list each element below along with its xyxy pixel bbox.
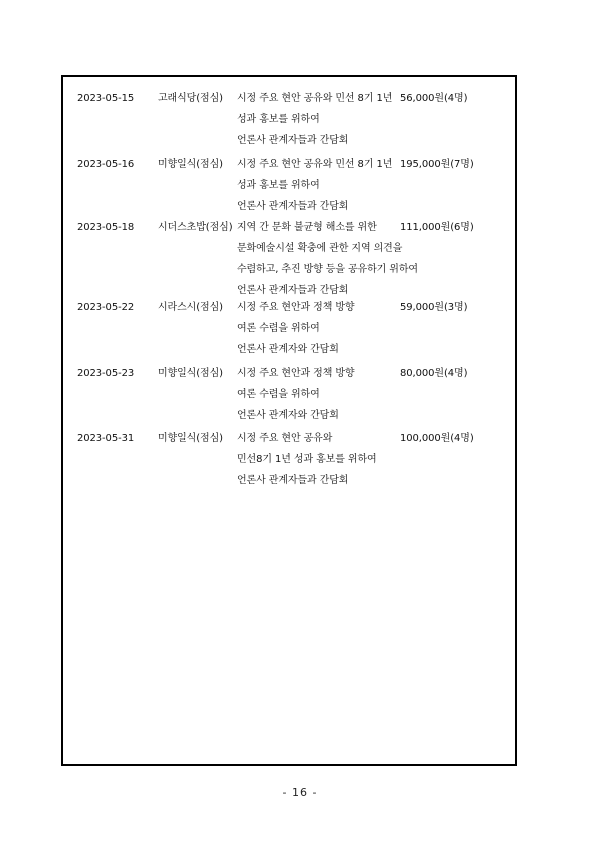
place-cell: 시라스시(점심) [158, 302, 223, 313]
purpose-line: 수렴하고, 추진 방향 등을 공유하기 위하여 [237, 264, 418, 275]
page-number: - 16 - [282, 786, 318, 799]
purpose-line: 시정 주요 현안과 정책 방향 [237, 368, 355, 379]
date-cell: 2023-05-31 [77, 433, 135, 444]
place-cell: 고래식당(점심) [158, 93, 223, 104]
date-cell: 2023-05-15 [77, 93, 135, 104]
date-cell: 2023-05-22 [77, 302, 135, 313]
expense-table-frame [61, 75, 517, 766]
purpose-line: 언론사 관계자와 간담회 [237, 410, 339, 421]
purpose-line: 시정 주요 현안과 정책 방향 [237, 302, 355, 313]
purpose-line: 민선8기 1년 성과 홍보를 위하여 [237, 454, 377, 465]
purpose-line: 언론사 관계자와 간담회 [237, 344, 339, 355]
purpose-line: 문화예술시설 확충에 관한 지역 의견을 [237, 243, 403, 254]
place-cell: 미향일식(점심) [158, 433, 223, 444]
purpose-line: 언론사 관계자들과 간담회 [237, 475, 349, 486]
purpose-line: 성과 홍보를 위하여 [237, 114, 320, 125]
amount-cell: 59,000원(3명) [400, 302, 468, 313]
purpose-line: 성과 홍보를 위하여 [237, 180, 320, 191]
date-cell: 2023-05-23 [77, 368, 135, 379]
amount-cell: 111,000원(6명) [400, 222, 474, 233]
amount-cell: 56,000원(4명) [400, 93, 468, 104]
purpose-line: 언론사 관계자들과 간담회 [237, 135, 349, 146]
place-cell: 시더스초밥(점심) [158, 222, 233, 233]
purpose-line: 시정 주요 현안 공유와 [237, 433, 333, 444]
purpose-line: 지역 간 문화 불균형 해소를 위한 [237, 222, 377, 233]
purpose-line: 언론사 관계자들과 간담회 [237, 285, 349, 296]
amount-cell: 100,000원(4명) [400, 433, 474, 444]
date-cell: 2023-05-16 [77, 159, 135, 170]
purpose-line: 여론 수렴을 위하여 [237, 389, 320, 400]
purpose-line: 시정 주요 현안 공유와 민선 8기 1년 [237, 159, 393, 170]
purpose-line: 여론 수렴을 위하여 [237, 323, 320, 334]
date-cell: 2023-05-18 [77, 222, 135, 233]
place-cell: 미향일식(점심) [158, 159, 223, 170]
amount-cell: 80,000원(4명) [400, 368, 468, 379]
amount-cell: 195,000원(7명) [400, 159, 474, 170]
place-cell: 미향일식(점심) [158, 368, 223, 379]
purpose-line: 언론사 관계자들과 간담회 [237, 201, 349, 212]
purpose-line: 시정 주요 현안 공유와 민선 8기 1년 [237, 93, 393, 104]
